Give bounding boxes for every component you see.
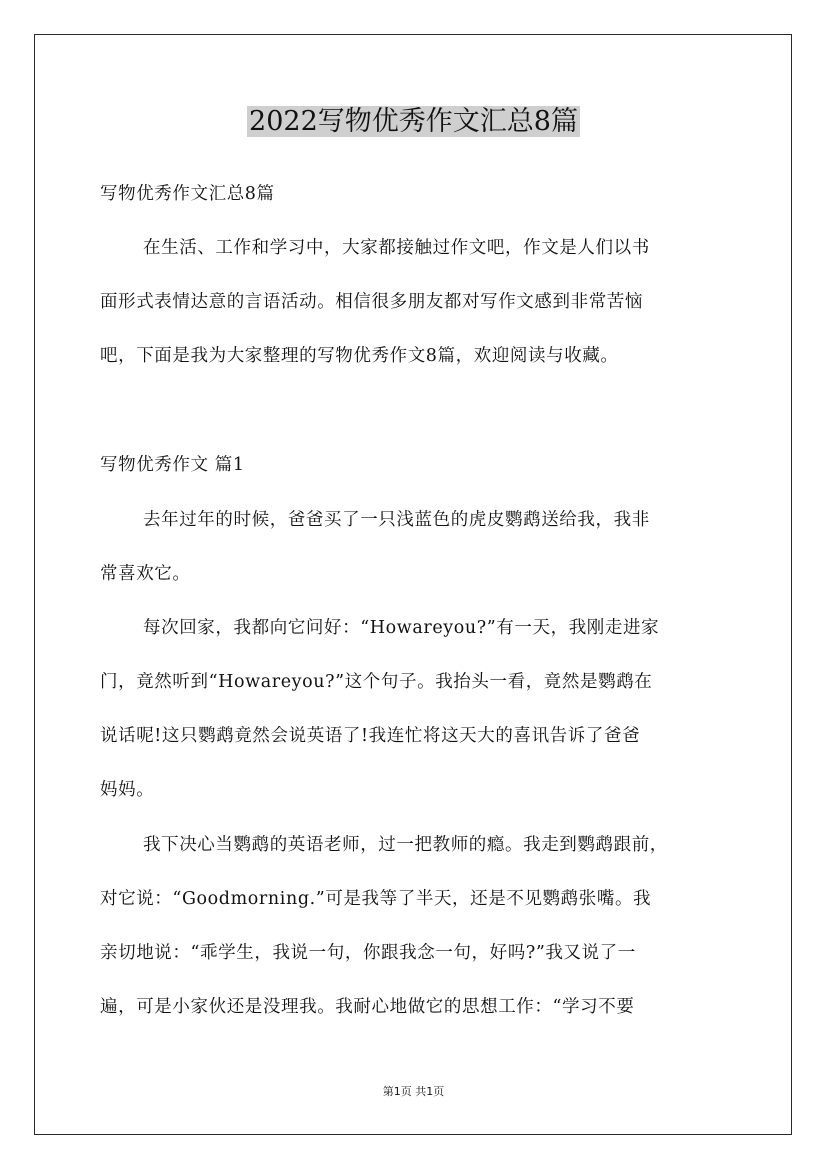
body-line: 遍，可是小家伙还是没理我。我耐心地做它的思想工作：“学习不要 — [100, 997, 635, 1017]
section-heading: 写物优秀作文 篇1 — [100, 455, 245, 475]
page-number: 第1页 共1页 — [382, 1085, 445, 1098]
body-line: 常喜欢它。 — [100, 564, 191, 584]
body-line: 去年过年的时候，爸爸买了一只浅蓝色的虎皮鹦鹉送给我，我非 — [143, 510, 650, 530]
document-subtitle: 写物优秀作文汇总8篇 — [100, 184, 275, 204]
body-line: 对它说：“Goodmorning.”可是我等了半天，还是不见鹦鹉张嘴。我 — [100, 889, 652, 909]
intro-line: 在生活、工作和学习中，大家都接触过作文吧，作文是人们以书 — [143, 238, 650, 258]
body-line: 我下决心当鹦鹉的英语老师，过一把教师的瘾。我走到鹦鹉跟前， — [143, 835, 668, 855]
intro-line: 面形式表情达意的言语活动。相信很多朋友都对写作文感到非常苦恼 — [100, 292, 643, 312]
intro-line: 吧，下面是我为大家整理的写物优秀作文8篇，欢迎阅读与收藏。 — [100, 346, 619, 366]
body-line: 亲切地说：“乖学生，我说一句，你跟我念一句，好吗?”我又说了一 — [100, 943, 636, 963]
document-title — [0, 100, 827, 144]
body-line: 说话呢!这只鹦鹉竟然会说英语了!我连忙将这天大的喜讯告诉了爸爸 — [100, 726, 641, 746]
body-line: 每次回家，我都向它问好：“Howareyou?”有一天，我刚走进家 — [143, 618, 660, 638]
body-line: 妈妈。 — [100, 780, 155, 800]
body-line: 门，竟然听到“Howareyou?”这个句子。我抬头一看，竟然是鹦鹉在 — [100, 672, 653, 692]
document-title-text: 2022写物优秀作文汇总8篇 — [249, 106, 578, 137]
